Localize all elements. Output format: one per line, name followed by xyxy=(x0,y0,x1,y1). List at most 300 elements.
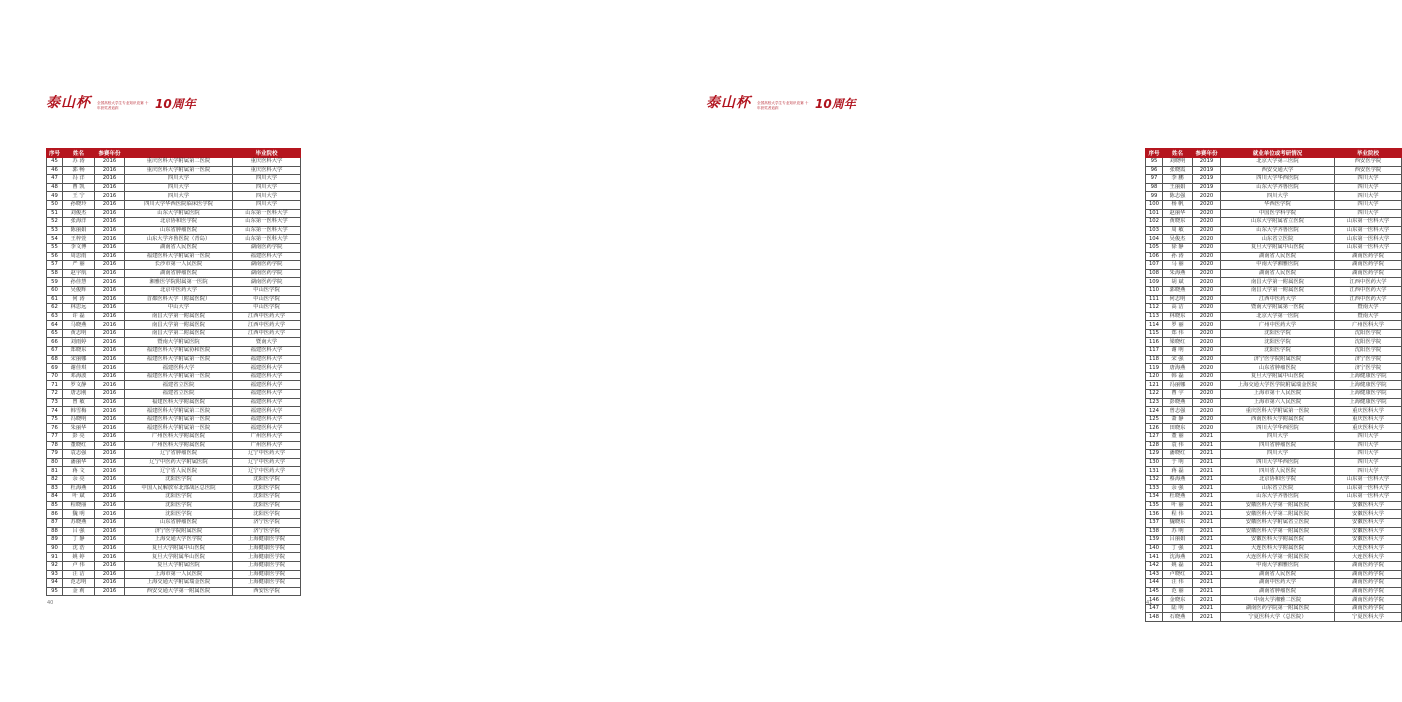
table-cell: 刘俊杰 xyxy=(63,209,95,218)
table-row xyxy=(47,510,301,519)
table-row xyxy=(1146,364,1402,373)
table-cell: 2016 xyxy=(95,544,125,553)
table-cell: 复旦大学附属华山医院 xyxy=(125,553,233,562)
table-cell: 孙晓玲 xyxy=(63,200,95,209)
table-cell: 彭 亮 xyxy=(63,433,95,442)
table-row xyxy=(1146,261,1402,270)
winners-table-right xyxy=(1145,148,1402,622)
table-row xyxy=(1146,613,1402,622)
table-cell: 上海健康医学院 xyxy=(1335,381,1402,390)
table-cell: 77 xyxy=(47,433,63,442)
table-cell: 四川大学 xyxy=(1335,433,1402,442)
table-cell: 2020 xyxy=(1193,390,1221,399)
table-cell: 四川大学 xyxy=(233,200,301,209)
table-cell: 2016 xyxy=(95,518,125,527)
table-cell: 潘丽华 xyxy=(63,458,95,467)
table-cell: 102 xyxy=(1146,218,1163,227)
table-cell: 李 鹏 xyxy=(1163,175,1193,184)
brand-mark: 泰山杯 xyxy=(706,95,751,111)
table-row xyxy=(47,467,301,476)
table-cell: 2020 xyxy=(1193,286,1221,295)
table-cell: 复旦大学附属中山医院 xyxy=(1221,372,1335,381)
table-cell: 2016 xyxy=(95,415,125,424)
table-cell: 76 xyxy=(47,424,63,433)
table-cell: 63 xyxy=(47,312,63,321)
table-cell: 大连医科大学附属医院 xyxy=(1221,544,1335,553)
table-cell: 103 xyxy=(1146,226,1163,235)
table-cell: 2016 xyxy=(95,390,125,399)
table-cell: 89 xyxy=(47,536,63,545)
table-row xyxy=(1146,321,1402,330)
table-cell: 江西中医药大学 xyxy=(233,312,301,321)
table-cell: 西安医学院 xyxy=(1335,158,1402,167)
table-cell: 2016 xyxy=(95,269,125,278)
table-row xyxy=(1146,493,1402,502)
table-cell: 韩 磊 xyxy=(1163,372,1193,381)
table-cell: 湖南省人民医院 xyxy=(1221,570,1335,579)
table-cell: 2016 xyxy=(95,372,125,381)
table-row xyxy=(47,243,301,252)
table-cell: 2016 xyxy=(95,338,125,347)
table-cell: 福建省立医院 xyxy=(125,390,233,399)
table-cell: 132 xyxy=(1146,475,1163,484)
table-cell: 2016 xyxy=(95,295,125,304)
table-cell: 金 莉 xyxy=(63,587,95,596)
table-cell: 上海健康医学院 xyxy=(233,536,301,545)
table-cell: 117 xyxy=(1146,347,1163,356)
table-cell: 复旦大学附属中山医院 xyxy=(125,544,233,553)
table-cell: 山东第一医科大学 xyxy=(233,226,301,235)
table-cell: 湖南医药学院 xyxy=(1335,587,1402,596)
table-cell: 四川大学 xyxy=(1335,450,1402,459)
table-cell: 湖南医药学院 xyxy=(233,261,301,270)
table-cell: 2016 xyxy=(95,235,125,244)
table-row xyxy=(1146,433,1402,442)
table-cell: 2016 xyxy=(95,278,125,287)
table-cell: 93 xyxy=(47,570,63,579)
table-row xyxy=(47,579,301,588)
table-row xyxy=(47,381,301,390)
table-cell: 83 xyxy=(47,484,63,493)
table-row xyxy=(1146,278,1402,287)
table-row xyxy=(47,553,301,562)
table-cell: 2016 xyxy=(95,347,125,356)
table-cell: 2016 xyxy=(95,381,125,390)
table-cell: 黄志明 xyxy=(63,329,95,338)
table-cell: 朱海燕 xyxy=(1163,269,1193,278)
table-cell: 安徽医科大学 xyxy=(1335,501,1402,510)
table-cell: 湖南中医药大学 xyxy=(1221,579,1335,588)
table-cell: 四川大学 xyxy=(125,183,233,192)
table-cell: 田晓东 xyxy=(1163,424,1193,433)
page-number: 41 xyxy=(1146,600,1153,606)
table-row xyxy=(1146,458,1402,467)
table-row xyxy=(47,200,301,209)
table-cell: 2020 xyxy=(1193,355,1221,364)
table-cell: 山东第一医科大学 xyxy=(233,209,301,218)
table-cell: 72 xyxy=(47,390,63,399)
table-cell: 125 xyxy=(1146,415,1163,424)
table-row xyxy=(47,226,301,235)
table-cell: 山东省立医院 xyxy=(1221,484,1335,493)
table-cell: 山东第一医科大学 xyxy=(1335,493,1402,502)
table-cell: 沈阳医学院 xyxy=(1221,338,1335,347)
table-cell: 2019 xyxy=(1193,175,1221,184)
table-cell: 中国人民解放军北部战区总医院 xyxy=(125,484,233,493)
table-cell: 70 xyxy=(47,372,63,381)
table-cell: 2016 xyxy=(95,501,125,510)
table-cell: 南昌大学第一附属医院 xyxy=(125,312,233,321)
table-cell: 吴俊杰 xyxy=(1163,235,1193,244)
table-row xyxy=(1146,450,1402,459)
table-cell: 97 xyxy=(1146,175,1163,184)
table-cell: 北京协和医学院 xyxy=(1221,475,1335,484)
table-cell: 暨南大学附属医院 xyxy=(125,338,233,347)
table-row xyxy=(1146,347,1402,356)
table-cell: 黄晓东 xyxy=(1163,218,1193,227)
table-cell: 2016 xyxy=(95,175,125,184)
table-cell: 61 xyxy=(47,295,63,304)
table-cell: 2021 xyxy=(1193,579,1221,588)
table-cell: 吕丽娟 xyxy=(1163,536,1193,545)
table-cell: 湖南医药学院 xyxy=(233,243,301,252)
table-cell: 四川大学华西医院临床医学院 xyxy=(125,200,233,209)
table-cell: 87 xyxy=(47,518,63,527)
table-cell: 四川大学 xyxy=(1221,450,1335,459)
column-header: 参赛年份 xyxy=(95,149,125,158)
table-cell: 福建医科大学 xyxy=(233,390,301,399)
table-cell: 73 xyxy=(47,398,63,407)
table-row xyxy=(47,450,301,459)
table-cell: 湖南医药学院 xyxy=(1335,561,1402,570)
table-cell: 程晓丽 xyxy=(63,501,95,510)
table-cell: 119 xyxy=(1146,364,1163,373)
table-row xyxy=(1146,536,1402,545)
table-row xyxy=(47,192,301,201)
table-cell: 王梓萱 xyxy=(63,235,95,244)
table-cell: 120 xyxy=(1146,372,1163,381)
column-header: 就业单位或考研情况 xyxy=(1221,149,1335,158)
column-header: 姓名 xyxy=(63,149,95,158)
table-cell: 重庆医科大学 xyxy=(1335,424,1402,433)
table-cell: 济宁医学院 xyxy=(233,527,301,536)
table-cell: 唐志刚 xyxy=(63,390,95,399)
table-cell: 104 xyxy=(1146,235,1163,244)
table-cell: 2020 xyxy=(1193,321,1221,330)
table-cell: 福建医科大学附属协和医院 xyxy=(125,347,233,356)
table-cell: 宁夏医科大学（总医院） xyxy=(1221,613,1335,622)
table-cell: 马晓燕 xyxy=(63,321,95,330)
table-cell: 蒋 磊 xyxy=(1163,467,1193,476)
table-cell: 2016 xyxy=(95,450,125,459)
table-cell: 济宁医学院 xyxy=(1335,364,1402,373)
table-cell: 福建医科大学 xyxy=(233,407,301,416)
table-cell: 上海市第六人民医院 xyxy=(1221,398,1335,407)
anniversary-badge: 10周年 xyxy=(815,97,856,111)
table-cell: 程 伟 xyxy=(1163,510,1193,519)
table-cell: 赵宇航 xyxy=(63,269,95,278)
left-page xyxy=(0,0,600,702)
table-cell: 2016 xyxy=(95,458,125,467)
table-cell: 四川大学 xyxy=(1221,192,1335,201)
table-row xyxy=(47,312,301,321)
table-row xyxy=(1146,175,1402,184)
table-cell: 80 xyxy=(47,458,63,467)
table-cell: 118 xyxy=(1146,355,1163,364)
table-cell: 湖南省人民医院 xyxy=(125,243,233,252)
table-cell: 湖南医药学院第一附属医院 xyxy=(1221,604,1335,613)
table-cell: 山东省肿瘤医院 xyxy=(125,226,233,235)
table-cell: 湖南医药学院 xyxy=(1335,269,1402,278)
table-cell: 64 xyxy=(47,321,63,330)
table-cell: 辽宁中医药大学 xyxy=(233,467,301,476)
table-cell: 沈阳医学院 xyxy=(1221,329,1335,338)
table-cell: 131 xyxy=(1146,467,1163,476)
table-cell: 吴俊辉 xyxy=(63,286,95,295)
table-cell: 2016 xyxy=(95,364,125,373)
table-cell: 2016 xyxy=(95,166,125,175)
table-cell: 2021 xyxy=(1193,544,1221,553)
table-cell: 广州医科大学附属医院 xyxy=(125,441,233,450)
table-cell: 四川大学 xyxy=(1335,183,1402,192)
table-row xyxy=(1146,501,1402,510)
table-row xyxy=(1146,415,1402,424)
table-cell: 刘晓明 xyxy=(1163,158,1193,167)
table-cell: 65 xyxy=(47,329,63,338)
table-cell: 汪 洁 xyxy=(63,570,95,579)
table-cell: 南昌大学第一附属医院 xyxy=(1221,278,1335,287)
table-cell: 大连医科大学 xyxy=(1335,544,1402,553)
table-cell: 79 xyxy=(47,450,63,459)
table-cell: 曹 凯 xyxy=(63,183,95,192)
table-cell: 萧 静 xyxy=(1163,415,1193,424)
table-cell: 南昌大学第一附属医院 xyxy=(1221,286,1335,295)
table-cell: 谢 明 xyxy=(1163,347,1193,356)
table-cell: 卢 伟 xyxy=(63,561,95,570)
table-cell: 115 xyxy=(1146,329,1163,338)
table-cell: 2016 xyxy=(95,226,125,235)
table-row xyxy=(1146,226,1402,235)
table-cell: 2016 xyxy=(95,433,125,442)
table-cell: 四川省人民医院 xyxy=(1221,467,1335,476)
table-cell: 2016 xyxy=(95,304,125,313)
table-cell: 上海市第十人民医院 xyxy=(1221,390,1335,399)
table-cell: 董 丽 xyxy=(1163,433,1193,442)
table-cell: 北京中医药大学 xyxy=(125,286,233,295)
table-row xyxy=(1146,200,1402,209)
table-cell: 湖南医药学院 xyxy=(233,269,301,278)
table-cell: 魏 明 xyxy=(63,510,95,519)
table-cell: 沈阳医学院 xyxy=(233,484,301,493)
table-cell: 四川大学 xyxy=(1335,175,1402,184)
table-row xyxy=(1146,209,1402,218)
table-cell: 西安医学院 xyxy=(233,587,301,596)
table-cell: 丁 静 xyxy=(63,536,95,545)
table-cell: 2016 xyxy=(95,570,125,579)
table-row xyxy=(1146,372,1402,381)
table-cell: 49 xyxy=(47,192,63,201)
table-cell: 山东大学附属省立医院 xyxy=(1221,218,1335,227)
table-row xyxy=(47,183,301,192)
table-cell: 湖南医药学院 xyxy=(233,278,301,287)
table-cell: 92 xyxy=(47,561,63,570)
table-cell: 59 xyxy=(47,278,63,287)
table-cell: 宋丽娜 xyxy=(63,355,95,364)
table-cell: 沈阳医学院 xyxy=(125,475,233,484)
table-cell: 127 xyxy=(1146,433,1163,442)
table-row xyxy=(1146,390,1402,399)
table-cell: 安徽医科大学第一附属医院 xyxy=(1221,501,1335,510)
table-cell: 2016 xyxy=(95,579,125,588)
table-cell: 江西中医药大学 xyxy=(1335,295,1402,304)
table-cell: 上海健康医学院 xyxy=(233,579,301,588)
table-row xyxy=(1146,381,1402,390)
table-cell: 南昌大学第二附属医院 xyxy=(125,329,233,338)
table-row xyxy=(1146,544,1402,553)
table-cell: 136 xyxy=(1146,510,1163,519)
table-cell: 邓海波 xyxy=(63,372,95,381)
table-cell: 暨南大学附属第一医院 xyxy=(1221,304,1335,313)
table-cell: 沈阳医学院 xyxy=(233,493,301,502)
table-cell: 上海健康医学院 xyxy=(233,570,301,579)
table-cell: 冯晓明 xyxy=(63,415,95,424)
table-cell: 46 xyxy=(47,166,63,175)
table-row xyxy=(1146,252,1402,261)
table-row xyxy=(47,475,301,484)
table-cell: 2021 xyxy=(1193,561,1221,570)
table-cell: 沈阳医学院 xyxy=(1335,329,1402,338)
table-cell: 福建医科大学附属第一医院 xyxy=(125,424,233,433)
table-header-row xyxy=(1146,149,1402,158)
table-cell: 107 xyxy=(1146,261,1163,270)
table-row xyxy=(47,493,301,502)
table-cell: 冯丽娜 xyxy=(1163,381,1193,390)
table-cell: 胡 斌 xyxy=(1163,278,1193,287)
table-cell: 重庆医科大学 xyxy=(233,166,301,175)
table-cell: 谢佳琪 xyxy=(63,364,95,373)
table-cell: 137 xyxy=(1146,518,1163,527)
table-cell: 范 丽 xyxy=(1163,587,1193,596)
table-cell: 中南大学湘雅医院 xyxy=(1221,261,1335,270)
table-cell: 2020 xyxy=(1193,364,1221,373)
table-cell: 广州医科大学 xyxy=(1335,321,1402,330)
table-row xyxy=(1146,243,1402,252)
table-cell: 暨南大学 xyxy=(233,338,301,347)
table-cell: 中南大学湘雅二医院 xyxy=(1221,596,1335,605)
table-cell: 范志明 xyxy=(63,579,95,588)
table-cell: 2021 xyxy=(1193,441,1221,450)
table-cell: 2021 xyxy=(1193,604,1221,613)
table-row xyxy=(1146,561,1402,570)
table-cell: 福建省立医院 xyxy=(125,381,233,390)
table-cell: 111 xyxy=(1146,295,1163,304)
table-cell: 67 xyxy=(47,347,63,356)
table-cell: 四川大学 xyxy=(1335,192,1402,201)
table-cell: 142 xyxy=(1146,561,1163,570)
table-cell: 林晓东 xyxy=(1163,312,1193,321)
table-cell: 蔡海燕 xyxy=(1163,475,1193,484)
table-row xyxy=(1146,295,1402,304)
table-cell: 湖南省人民医院 xyxy=(1221,252,1335,261)
table-cell: 辽宁中医药大学附属医院 xyxy=(125,458,233,467)
table-cell: 94 xyxy=(47,579,63,588)
table-cell: 沈阳医学院 xyxy=(125,501,233,510)
table-cell: 2021 xyxy=(1193,527,1221,536)
table-cell: 86 xyxy=(47,510,63,519)
table-cell: 湖南省人民医院 xyxy=(1221,269,1335,278)
table-cell: 四川大学 xyxy=(233,175,301,184)
table-cell: 2020 xyxy=(1193,261,1221,270)
table-cell: 上海健康医学院 xyxy=(1335,390,1402,399)
table-row xyxy=(47,501,301,510)
table-cell: 陈志强 xyxy=(1163,192,1193,201)
table-cell: 山东省肿瘤医院 xyxy=(1221,364,1335,373)
brand-logo xyxy=(706,92,856,112)
table-cell: 66 xyxy=(47,338,63,347)
table-cell: 叶 丽 xyxy=(1163,501,1193,510)
table-cell: 冯 洋 xyxy=(63,175,95,184)
table-row xyxy=(1146,475,1402,484)
table-cell: 袁志强 xyxy=(63,450,95,459)
table-row xyxy=(1146,424,1402,433)
page-number: 40 xyxy=(47,600,54,606)
table-cell: 110 xyxy=(1146,286,1163,295)
table-cell: 2016 xyxy=(95,261,125,270)
table-cell: 128 xyxy=(1146,441,1163,450)
table-cell: 140 xyxy=(1146,544,1163,553)
table-cell: 四川大学 xyxy=(1335,209,1402,218)
table-cell: 中山医学院 xyxy=(233,286,301,295)
table-cell: 董晓红 xyxy=(63,441,95,450)
table-cell: 2021 xyxy=(1193,570,1221,579)
table-cell: 2020 xyxy=(1193,312,1221,321)
table-cell: 福建医科大学 xyxy=(233,355,301,364)
table-row xyxy=(47,209,301,218)
table-cell: 122 xyxy=(1146,390,1163,399)
table-row xyxy=(47,398,301,407)
table-cell: 卢晓红 xyxy=(1163,570,1193,579)
table-cell: 复旦大学附属中山医院 xyxy=(1221,243,1335,252)
table-cell: 2016 xyxy=(95,587,125,596)
table-cell: 福建医科大学 xyxy=(233,424,301,433)
column-header: 毕业院校 xyxy=(1335,149,1402,158)
table-row xyxy=(1146,604,1402,613)
table-cell: 福建医科大学附属第一医院 xyxy=(125,355,233,364)
table-row xyxy=(47,390,301,399)
table-row xyxy=(47,458,301,467)
table-cell: 113 xyxy=(1146,312,1163,321)
table-cell: 2020 xyxy=(1193,252,1221,261)
table-cell: 2016 xyxy=(95,475,125,484)
table-cell: 广州中医药大学 xyxy=(1221,321,1335,330)
table-cell: 重庆医科大学附属第二医院 xyxy=(125,158,233,167)
table-cell: 重庆医科大学 xyxy=(1335,415,1402,424)
table-row xyxy=(1146,587,1402,596)
table-cell: 中国医学科学院 xyxy=(1221,209,1335,218)
table-cell: 安徽医科大学附属医院 xyxy=(1221,536,1335,545)
table-cell: 2016 xyxy=(95,312,125,321)
table-cell: 2020 xyxy=(1193,218,1221,227)
table-cell: 叶 斌 xyxy=(63,493,95,502)
table-cell: 郭晓燕 xyxy=(1163,286,1193,295)
table-cell: 魏晓东 xyxy=(1163,518,1193,527)
table-cell: 2016 xyxy=(95,484,125,493)
table-cell: 姚 婷 xyxy=(63,553,95,562)
table-cell: 湖南医药学院 xyxy=(1335,604,1402,613)
table-cell: 山东第一医科大学 xyxy=(1335,475,1402,484)
table-cell: 福建医科大学附属第一医院 xyxy=(125,372,233,381)
table-cell: 山东大学齐鲁医院 xyxy=(1221,493,1335,502)
